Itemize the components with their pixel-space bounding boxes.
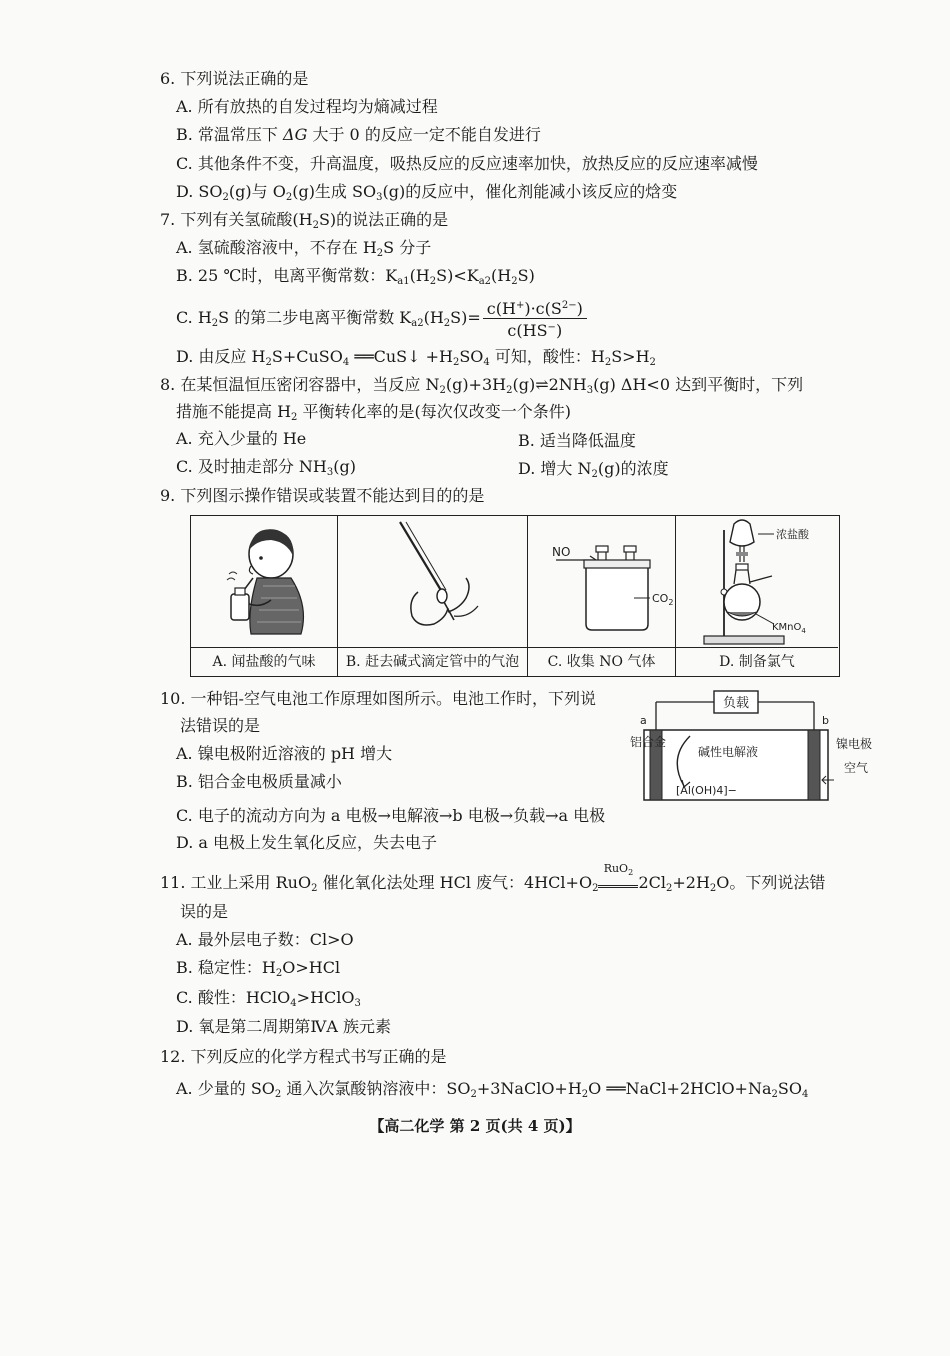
q9-caption-d: D. 制备氯气 [676,647,838,676]
q11-stem-line1: 11. 工业上采用 RuO$_2$ 催化氧化法处理 HCl 废气：$4HCl+O_2$ RuO$_2$ $2Cl_2+2H_2O$。下列说法错 [160,862,826,894]
burette-bubble-illustration [338,516,528,648]
q8-option-a: A. 充入少量的 He [176,429,307,448]
no-label: NO [552,545,571,559]
q10-option-d: D. a 电极上发生氧化反应，失去电子 [176,833,438,852]
q9-figure-table [190,515,840,677]
aluminate-ion-label: [Al(OH)4]− [676,784,737,797]
catalyst-arrow: RuO$_2$ [598,875,638,888]
kmno4-label: KMnO$_4$ [772,622,806,635]
chlorine-apparatus [676,516,838,648]
q8-option-d: D. 增大 $N_2(g)$的浓度 [518,459,669,480]
al-electrode-label: 铝合金 [630,735,667,749]
q11-option-c: C. 酸性：HClO$_4$>HClO$_3$ [176,988,361,1009]
al-air-battery-diagram [618,688,873,806]
hcl-label: 浓盐酸 [776,528,809,541]
q6-stem: 6. 下列说法正确的是 [160,69,309,88]
q7-option-d: D. 由反应 $H_2S+CuSO_4$ ══CuS↓ $+H_2SO_4$ 可知，酸性：$H_2S>H_2$ [176,347,656,368]
page-footer: 【高二化学 第 2 页(共 4 页)】 [369,1117,581,1135]
q10-stem-line2: 法错误的是 [180,716,261,735]
electrolyte-label: 碱性电解液 [697,745,759,759]
ni-electrode [808,730,820,800]
q10-option-a: A. 镍电极附近溶液的 pH 增大 [176,744,393,763]
ni-electrode-label: 镍电极 [836,737,873,751]
q9-cell-d [676,516,838,676]
q7-option-a: A. 氢硫酸溶液中，不存在 $H_2S$ 分子 [176,238,432,259]
q8-stem-line1: 8. 在某恒温恒压密闭容器中，当反应 $N_2(g)+3H_2(g)\rightleftharpoons 2NH_3(g)$ ΔH<0 达到平衡时，下列 [160,375,804,396]
q7-option-b: B. 25 ℃时，电离平衡常数：$K_{a1}(H_2S)<K_{a2}(H_2S)$ [176,266,535,287]
q9-cell-c [528,516,676,676]
b-label: b [822,714,829,727]
q11-option-d: D. 氧是第二周期第ⅣA 族元素 [176,1017,392,1036]
q6-option-a: A. 所有放热的自发过程均为熵减过程 [176,97,438,116]
a-label: a [640,714,647,727]
q9-caption-c: C. 收集 NO 气体 [528,647,675,676]
q8-option-c: C. 及时抽走部分 $NH_3(g)$ [176,457,356,478]
q6-option-b: B. 常温常压下 ΔG 大于 0 的反应一定不能自发进行 [176,125,541,144]
q8-stem-line2: 措施不能提高 $H_2$ 平衡转化率的是(每次仅改变一个条件) [176,402,571,423]
q7-stem: 7. 下列有关氢硫酸$(H_2S)$的说法正确的是 [160,210,449,231]
q9-cell-a [191,516,338,676]
q9-stem: 9. 下列图示操作错误或装置不能达到目的的是 [160,486,485,505]
q6-option-d: D. $SO_2(g)$与 $O_2(g)$生成 $SO_3(g)$的反应中，催化剂能减小该反应的焓变 [176,182,678,203]
q9-caption-b: B. 赶去碱式滴定管中的气泡 [338,647,527,676]
q11-option-b: B. 稳定性：$H_2O>HCl$ [176,958,341,979]
co2-label: $CO_2$ [652,592,674,607]
load-label: 负载 [722,696,750,711]
q9-cell-b [338,516,528,676]
air-label: 空气 [844,761,869,775]
q11-option-a: A. 最外层电子数：Cl>O [176,930,354,949]
q12-option-a: A. 少量的 $SO_2$ 通入次氯酸钠溶液中：$SO_2+3NaClO+H_2O$ $══NaCl+2HClO+Na_2SO_4$ [176,1079,809,1100]
q9-caption-a: A. 闻盐酸的气味 [191,647,337,676]
q10-option-b: B. 铝合金电极质量减小 [176,772,342,791]
q6-option-c: C. 其他条件不变，升高温度，吸热反应的反应速率加快，放热反应的反应速率减慢 [176,154,758,173]
q10-option-c: C. 电子的流动方向为 a 电极→电解液→b 电极→负载→a 电极 [176,806,606,825]
q7-fraction: $\frac{c(H^+)\cdot c(S^{2-})}{c(HS^-)}$ [483,297,587,340]
student-smelling-illustration [191,516,338,648]
gas-collection-bottle [528,516,676,648]
q8-option-b: B. 适当降低温度 [518,431,636,450]
q12-stem: 12. 下列反应的化学方程式书写正确的是 [160,1047,447,1066]
q11-stem-line2: 误的是 [180,902,229,921]
q7-option-c: C. $H_2S$ 的第二步电离平衡常数 $K_{a2}(H_2S)=$ $\frac{c(H^+)\cdot c(S^{2-})}{c(HS^-)}$ [176,296,587,340]
q10-stem-line1: 10. 一种铝-空气电池工作原理如图所示。电池工作时，下列说 [160,689,596,708]
